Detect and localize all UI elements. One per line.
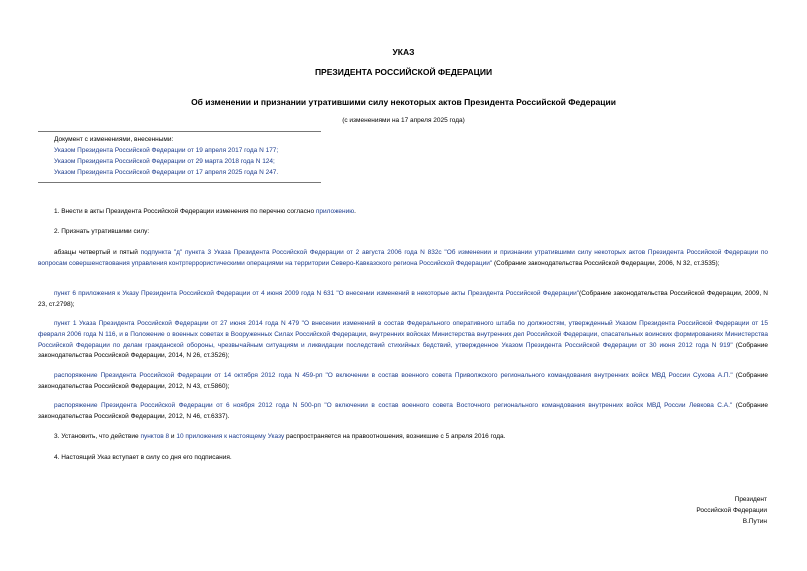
order-500rp-link[interactable]: распоряжение Президента Российской Федерации от 6 ноября 2012 года N 500-рп "О включении в состав военного совета Восточного регионального командования внутренних войск МВД России Левкова С.А." — [54, 402, 733, 409]
history-link-2018[interactable]: Указом Президента Российской Федерации от 29 марта 2018 года N 124; — [54, 158, 275, 165]
repeal-item-1: абзацы четвертый и пятый подпункта "д" пункта 3 Указа Президента Российской Федерации от 2 августа 2006 года N 832с "Об изменении и признании утратившими силу некоторых актов Президента Российской Федерации по вопросам совершенствования управления контртеррористическими операциями на территории Северо-Кавказского региона Российской Федерации" (Собрание законодательства Российской Федерации, 2006, N 32, ст.3535); — [38, 249, 768, 267]
repeal-item-4: распоряжение Президента Российской Федерации от 14 октября 2012 года N 459-рп "О включении в состав военного совета Приволжского регионального командования внутренних войск МВД России Сухова А.П." (Собрание законодательства Российской Федерации, 2012, N 43, ст.5860); — [38, 372, 768, 390]
history-divider-bottom — [38, 182, 321, 183]
signature-title: Президент — [734, 496, 767, 503]
decree-832c-link[interactable]: подпункта "д" пункта 3 Указа Президента Российской Федерации от 2 августа 2006 года N 832с "Об изменении и признании утратившими силу некоторых актов Президента Российской Федерации по вопросам совершенствования управления контртеррористическими операциями на территории Северо-Кавказского региона Российской Федерации" — [38, 249, 768, 267]
history-caption: Документ с изменениями, внесенными: — [54, 136, 174, 143]
paragraph-1: 1. Внести в акты Президента Российской Федерации изменения по перечню согласно приложению. — [54, 208, 356, 215]
repeal-item-2: пункт 6 приложения к Указу Президента Российской Федерации от 4 июня 2009 года N 631 "О внесении изменений в некоторые акты Президента Российской Федерации"(Собрание законодательства Российской Федерации, 2009, N 23, ст.2798); — [38, 290, 768, 308]
decree-631-link[interactable]: пункт 6 приложения к Указу Президента Российской Федерации от 4 июня 2009 года N 631 "О внесении изменений в некоторые акты Президента Российской Федерации" — [54, 290, 580, 297]
signature-name: В.Путин — [742, 518, 767, 525]
issuer-title: ПРЕЗИДЕНТА РОССИЙСКОЙ ФЕДЕРАЦИИ — [314, 67, 493, 77]
paragraph-4: 4. Настоящий Указ вступает в силу со дня его подписания. — [54, 454, 232, 461]
order-459rp-link[interactable]: распоряжение Президента Российской Федерации от 14 октября 2012 года N 459-рп "О включении в состав военного совета Приволжского регионального командования внутренних войск МВД России Сухова А.П." — [54, 372, 733, 379]
point-10-appendix-link[interactable]: 10 приложения к настоящему Указу — [176, 433, 285, 440]
history-divider-top — [38, 131, 321, 132]
appendix-link[interactable]: приложению — [315, 208, 355, 215]
decree-479-link[interactable]: пункт 1 Указа Президента Российской Федерации от 27 июня 2014 года N 479 "О внесении изменений в состав Федерального оперативного штаба по должностям, утвержденный Указом Президента Российской Федерации от 15 февраля 2006 года N 116, и в Положение о военных советах в Вооруженных Силах Российской Федерации, внутренних войсках Министерства внутренних дел Российской Федерации, спасательных воинских формированиях Министерства Российской Федерации по делам гражданской обороны, чрезвычайным ситуациям и ликвидации последствий стихийных бедствий, утвержденное Указом Президента Российской Федерации от 30 июня 2012 года N 919" — [38, 320, 768, 349]
document-subject: Об изменении и признании утратившими силу некоторых актов Президента Российской Федерации — [191, 97, 616, 107]
repeal-item-5: распоряжение Президента Российской Федерации от 6 ноября 2012 года N 500-рп "О включении в состав военного совета Восточного регионального командования внутренних войск МВД России Левкова С.А." (Собрание законодательства Российской Федерации, 2012, N 46, ст.6337). — [38, 402, 768, 420]
paragraph-3: 3. Установить, что действие пунктов 8 и 10 приложения к настоящему Указу распространяется на правоотношения, возникшие с 5 апреля 2016 года. — [54, 433, 506, 440]
repeal-item-3: пункт 1 Указа Президента Российской Федерации от 27 июня 2014 года N 479 "О внесении изменений в состав Федерального оперативного штаба по должностям, утвержденный Указом Президента Российской Федерации от 15 февраля 2006 года N 116, и в Положение о военных советах в Вооруженных Силах Российской Федерации, внутренних войсках Министерства внутренних дел Российской Федерации, спасательных воинских формированиях Министерства Российской Федерации по делам гражданской обороны, чрезвычайным ситуациям и ликвидации последствий стихийных бедствий, утвержденное Указом Президента Российской Федерации от 30 июня 2012 года N 919" (Собрание законодательства Российской Федерации, 2014, N 26, ст.3526); — [38, 320, 769, 360]
history-link-2025[interactable]: Указом Президента Российской Федерации от 17 апреля 2025 года N 247. — [54, 169, 279, 176]
signature-office: Российской Федерации — [696, 507, 767, 514]
history-link-2017[interactable]: Указом Президента Российской Федерации от 19 апреля 2017 года N 177; — [54, 147, 279, 154]
amendment-note: (с изменениями на 17 апреля 2025 года) — [342, 117, 465, 124]
document-type-title: УКАЗ — [392, 47, 415, 57]
paragraph-2: 2. Признать утратившими силу: — [54, 228, 150, 235]
points-8-link[interactable]: пунктов 8 — [140, 433, 170, 440]
